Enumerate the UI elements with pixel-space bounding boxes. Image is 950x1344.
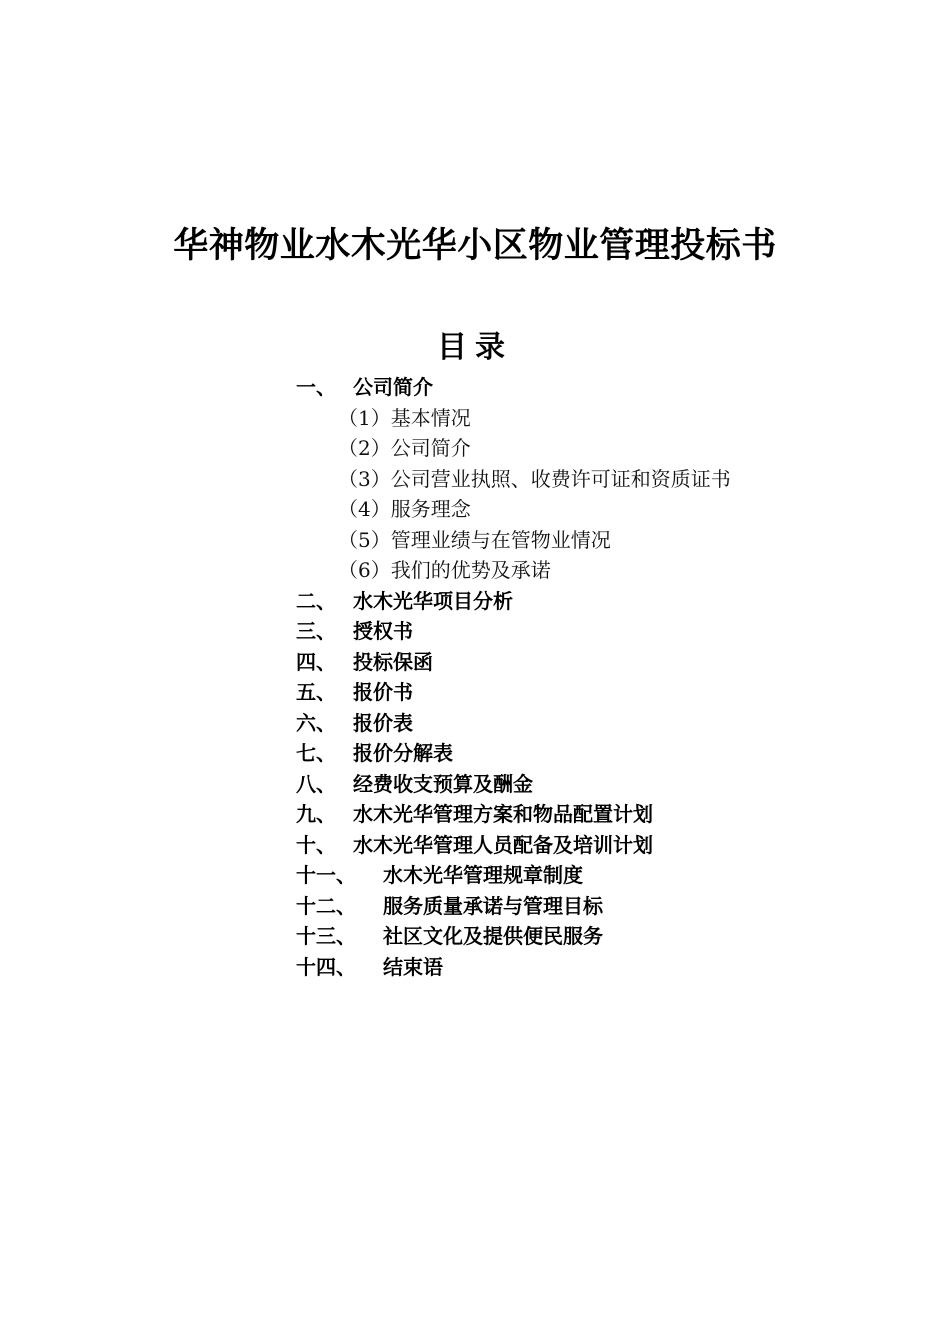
toc-section-number: 五、 [296,680,336,704]
toc-section-number: 十二、 [296,893,356,918]
toc-section-label: 社区文化及提供便民服务 [383,924,603,948]
toc-section-number: 十四、 [296,954,356,979]
toc-section-label: 经费收支预算及酬金 [353,771,533,796]
toc-section-number: 十一、 [296,863,356,887]
toc-subsection-label: （3）公司营业执照、收费许可证和资质证书 [338,466,731,491]
document-title: 华神物业水木光华小区物业管理投标书 [173,225,777,266]
toc-subsection-item [0,494,950,525]
toc-subsection-item [0,464,950,495]
toc-section-item [0,891,950,922]
toc-subsection-item [0,403,950,434]
toc-section-item [0,952,950,983]
toc-section-number: 十、 [296,832,336,857]
toc-section-item [0,647,950,678]
toc-section-label: 结束语 [383,954,443,979]
toc-section-label: 水木光华项目分析 [353,588,513,613]
toc-subsection-label: （4）服务理念 [338,497,471,521]
toc-subsection-label: （5）管理业绩与在管物业情况 [338,527,611,552]
toc-section-label: 报价书 [353,680,413,704]
toc-section-item [0,708,950,739]
toc-section-label: 报价表 [353,710,413,735]
table-of-contents [0,372,950,982]
toc-subsection-item [0,525,950,556]
toc-subsection-label: （6）我们的优势及承诺 [338,558,551,582]
toc-section-item [0,586,950,617]
toc-subsection-label: （1）基本情况 [338,405,471,430]
toc-section-number: 八、 [296,771,336,796]
toc-section-number: 三、 [296,619,336,643]
toc-section-label: 水木光华管理方案和物品配置计划 [353,802,653,826]
toc-section-item [0,677,950,708]
toc-section-number: 四、 [296,649,336,674]
toc-section-number: 一、 [296,375,336,399]
toc-section-number: 六、 [296,710,336,735]
toc-section-label: 投标保函 [353,649,433,674]
toc-subsection-item [0,555,950,586]
toc-section-label: 授权书 [353,619,413,643]
toc-section-item [0,769,950,800]
toc-subsection-label: （2）公司简介 [338,436,471,460]
toc-section-item [0,860,950,891]
toc-heading: 目录 [437,330,513,365]
toc-section-item [0,616,950,647]
toc-section-number: 二、 [296,588,336,613]
toc-section-item [0,830,950,861]
toc-section-item [0,738,950,769]
toc-section-label: 服务质量承诺与管理目标 [383,893,603,918]
toc-section-item [0,372,950,403]
toc-section-item [0,921,950,952]
toc-section-label: 水木光华管理规章制度 [383,863,583,887]
toc-section-item [0,799,950,830]
toc-section-number: 十三、 [296,924,356,948]
toc-section-label: 公司简介 [353,375,433,399]
toc-section-number: 七、 [296,741,336,765]
toc-section-label: 水木光华管理人员配备及培训计划 [353,832,653,857]
toc-section-number: 九、 [296,802,336,826]
toc-section-label: 报价分解表 [353,741,453,765]
toc-subsection-item [0,433,950,464]
